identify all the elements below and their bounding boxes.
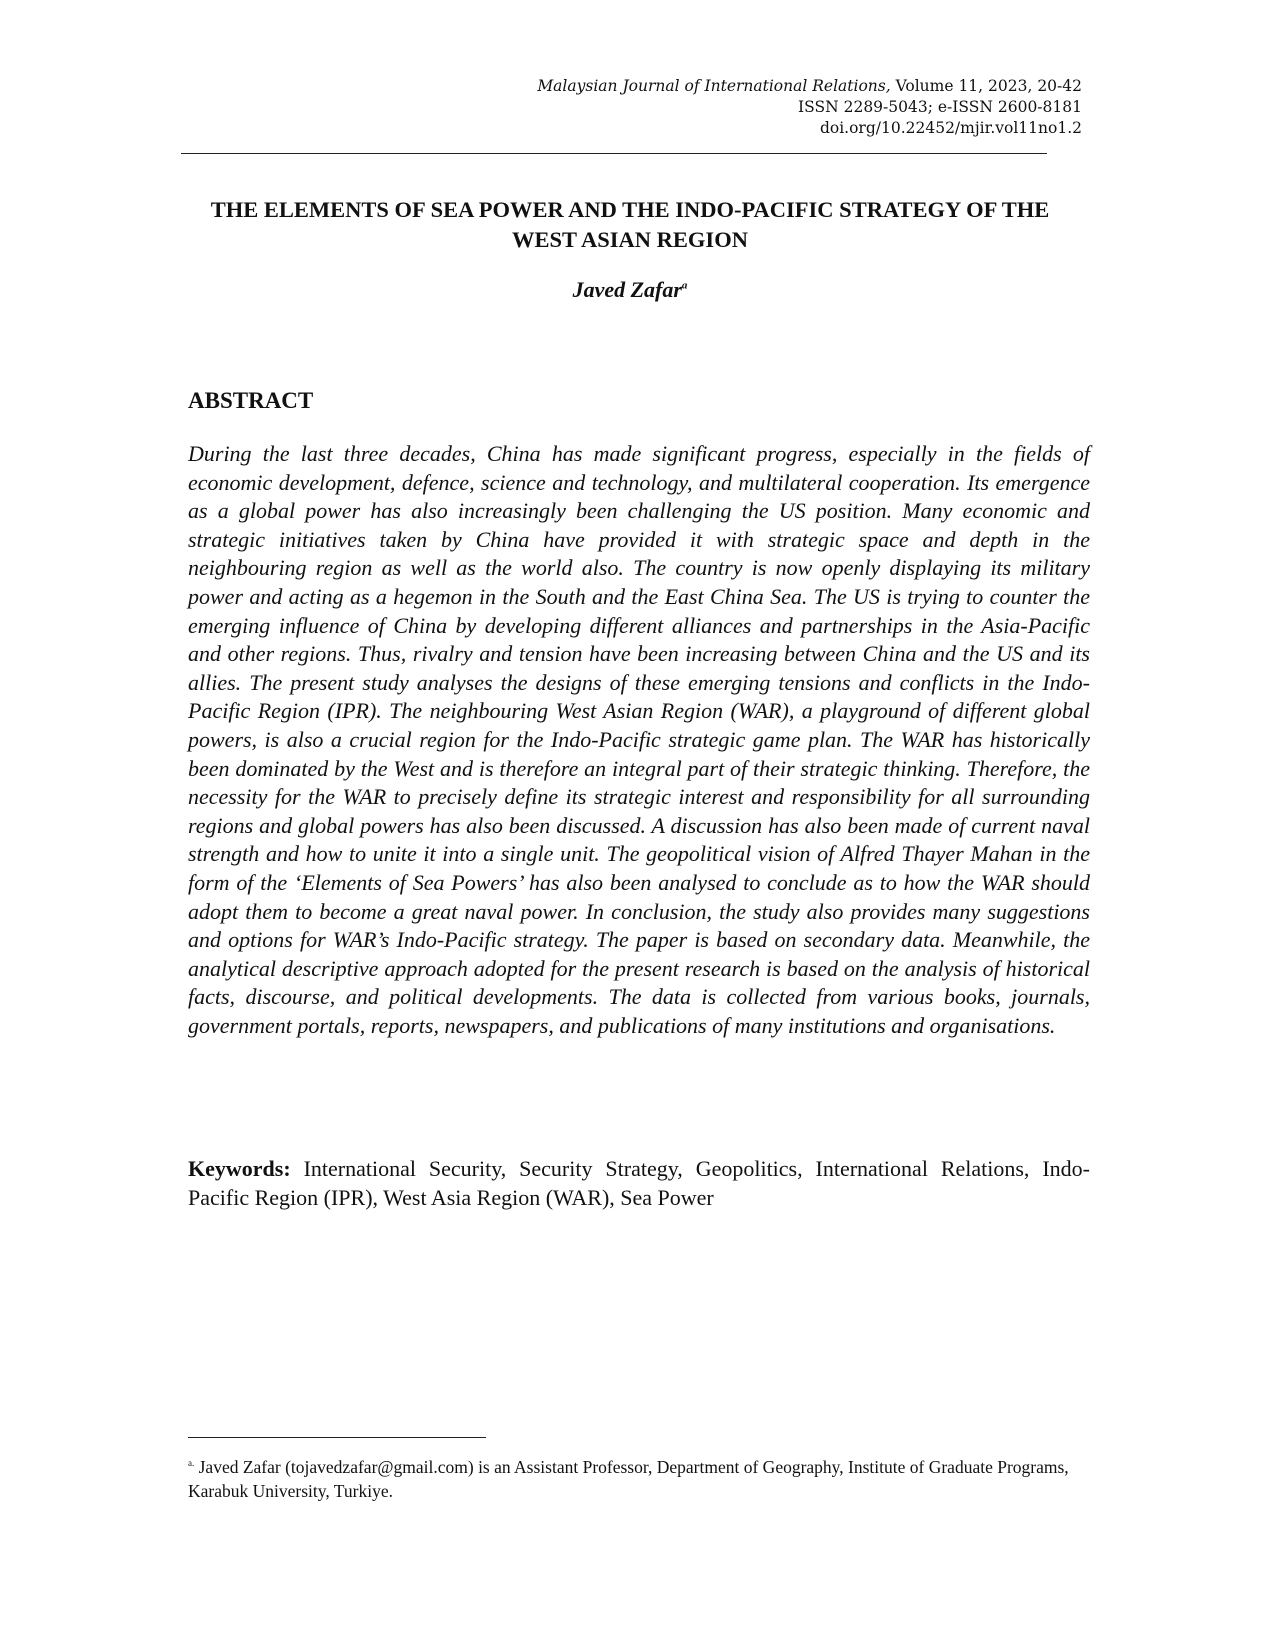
- author-line: [180, 277, 1080, 303]
- footnote-divider: [188, 1437, 486, 1438]
- keywords-paragraph: [188, 1155, 1090, 1212]
- volume-info: Volume 11, 2023, 20-42: [890, 77, 1082, 95]
- issn-line: ISSN 2289-5043; e-ISSN 2600-8181: [798, 98, 1082, 116]
- doi-line: doi.org/10.22452/mjir.vol11no1.2: [819, 119, 1082, 137]
- abstract-heading: ABSTRACT: [188, 388, 314, 413]
- author-affiliation-mark: a: [681, 279, 688, 292]
- footnote: [188, 1451, 1090, 1503]
- journal-header: [300, 76, 1082, 139]
- journal-name: Malaysian Journal of International Relations,: [537, 77, 891, 95]
- keywords-text: International Security, Security Strategy, Geopolitics, International Relations, Indo-Pacific Region (IPR), West Asia Region (WAR), Sea Power: [188, 1156, 1090, 1210]
- header-divider: [181, 153, 1047, 154]
- footnote-text: Javed Zafar (tojavedzafar@gmail.com) is an Assistant Professor, Department of Geography, Institute of Graduate Programs, Karabuk University, Turkiye.: [188, 1456, 1069, 1501]
- journal-citation-line: [300, 76, 1082, 97]
- abstract-text: During the last three decades, China has made significant progress, especially in the fields of economic development, defence, science and technology, and multilateral cooperation. Its emergence as a global power has also increasingly been challenging the US position. Many economic and strategic initiatives taken by China have provided it with strategic space and depth in the neighbouring region as well as the world also. The country is now openly displaying its military power and acting as a hegemon in the South and the East China Sea. The US is trying to counter the emerging influence of China by developing different alliances and partnerships in the Asia-Pacific and other regions. Thus, rivalry and tension have been increasing between China and the US and its allies. The present study analyses the designs of these emerging tensions and conflicts in the Indo-Pacific Region (IPR). The neighbouring West Asian Region (WAR), a playground of different global powers, is also a crucial region for the Indo-Pacific strategic game plan. The WAR has historically been dominated by the West and is therefore an integral part of their strategic thinking. Therefore, the necessity for the WAR to precisely define its strategic interest and responsibility for all surrounding regions and global powers has also been discussed. A discussion has also been made of current naval strength and how to unite it into a single unit. The geopolitical vision of Alfred Thayer Mahan in the form of the ‘Elements of Sea Powers’ has also been analysed to conclude as to how the WAR should adopt them to become a great naval power. In conclusion, the study also provides many suggestions and options for WAR’s Indo-Pacific strategy. The paper is based on secondary data. Meanwhile, the analytical descriptive approach adopted for the present research is based on the analysis of historical facts, discourse, and political developments. The data is collected from various books, journals, government portals, reports, newspapers, and publications of many institutions and organisations.: [188, 441, 1090, 1038]
- footnote-mark: a.: [188, 1458, 195, 1468]
- keywords-label: Keywords:: [188, 1156, 291, 1181]
- article-title: THE ELEMENTS OF SEA POWER AND THE INDO-PACIFIC STRATEGY OF THE WEST ASIAN REGION: [210, 197, 1050, 252]
- author-name: Javed Zafar: [572, 277, 682, 302]
